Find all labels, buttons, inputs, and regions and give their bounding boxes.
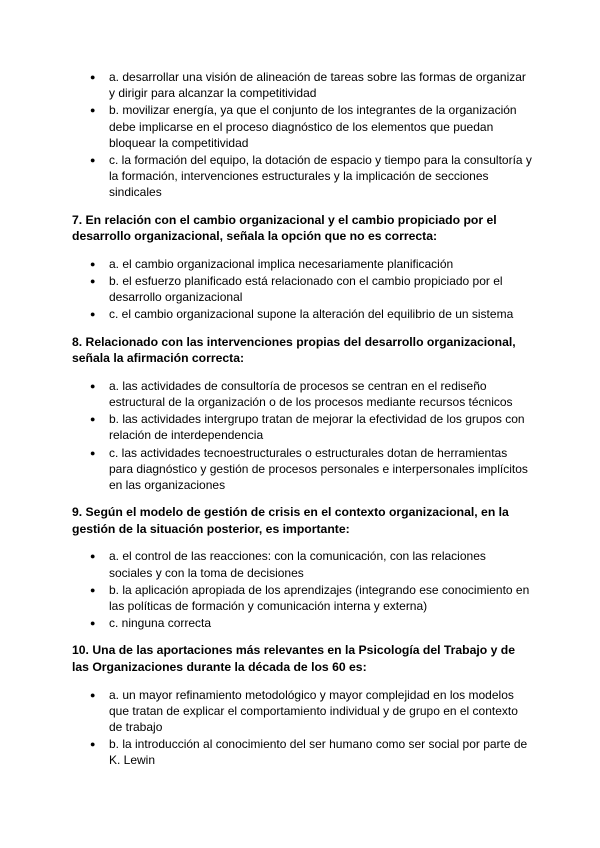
list-item: ● a. desarrollar una visión de alineación de tareas sobre las formas de organizar y dirigir para alcanzar la competitividad	[90, 70, 526, 101]
bullet-icon: ●	[90, 414, 96, 425]
question-text: 10. Una de las aportaciones más relevantes en la Psicología del Trabajo y de las Organizaciones durante la década de los 60 es:	[72, 643, 515, 675]
list-item: ● b. las actividades intergrupo tratan de mejorar la efectividad de los grupos con relación de interdependencia	[90, 412, 525, 443]
list-item: ● a. un mayor refinamiento metodológico y mayor complejidad en los modelos que tratan de explicar el comportamiento individual y de grupo en el contexto de trabajo	[90, 687, 518, 735]
list-item: ● a. el cambio organizacional implica necesariamente planificación	[90, 256, 454, 271]
list-item: ● c. el cambio organizacional supone la alteración del equilibrio de un sistema	[90, 307, 514, 322]
question-text: 7. En relación con el cambio organizacional y el cambio propiciado por el desarrollo organizacional, señala la opción que no es correcta:	[72, 212, 497, 244]
bullet-icon: ●	[90, 105, 96, 116]
list-item: ● b. la aplicación apropiada de los aprendizajes (integrando ese conocimiento en las políticas de formación y comunicación interna y externa)	[90, 582, 530, 614]
bullet-icon: ●	[90, 309, 96, 320]
bullet-icon: ●	[90, 447, 96, 458]
list-item: ● b. el esfuerzo planificado está relacionado con el cambio propiciado por el desarrollo organizacional	[90, 274, 503, 305]
question-10	[72, 642, 532, 768]
bullet-icon: ●	[90, 72, 96, 82]
question-7	[72, 212, 532, 323]
bullet-icon: ●	[90, 155, 96, 166]
list-item: ● c. las actividades tecnoestructurales o estructurales dotan de herramientas para diagnóstico y gestión de procesos personales e interpersonales implícitos en las organizaciones	[90, 445, 528, 493]
question-8	[72, 334, 532, 494]
bullet-icon: ●	[90, 276, 96, 287]
list-item: ● b. movilizar energía, ya que el conjunto de los integrantes de la organización debe implicarse en el proceso diagnóstico de los elementos que puedan bloquear la competitividad	[90, 103, 517, 150]
question-options	[72, 256, 532, 323]
list-item: ● a. las actividades de consultoría de procesos se centran en el rediseño estructural de la organización o de los procesos mediante recursos técnicos	[90, 378, 513, 410]
question-text: 9. Según el modelo de gestión de crisis en el contexto organizacional, en la gestión de la situación posterior, es importante:	[72, 505, 509, 536]
list-item: ● b. la introducción al conocimiento del ser humano como ser social por parte de K. Lewin	[90, 737, 528, 768]
bullet-icon: ●	[90, 618, 96, 629]
bullet-icon: ●	[90, 584, 96, 595]
question-options	[72, 378, 532, 493]
question-options	[72, 687, 532, 769]
bullet-icon: ●	[90, 258, 96, 269]
question-9	[72, 504, 532, 631]
bullet-icon: ●	[90, 380, 96, 391]
bullet-icon: ●	[90, 689, 96, 700]
question-options	[72, 548, 532, 631]
previous-question-options	[72, 69, 532, 201]
list-item: ● c. ninguna correcta	[90, 616, 212, 631]
document-content	[72, 69, 532, 770]
bullet-icon: ●	[90, 551, 96, 562]
bullet-icon: ●	[90, 739, 96, 750]
list-item: ● a. el control de las reacciones: con la comunicación, con las relaciones sociales y con la toma de decisiones	[90, 549, 486, 580]
question-text: 8. Relacionado con las intervenciones propias del desarrollo organizacional, señala la afirmación correcta:	[72, 334, 516, 366]
list-item: ● c. la formación del equipo, la dotación de espacio y tiempo para la consultoría y la formación, intervenciones estructurales y la implicación de secciones sindicales	[90, 153, 532, 200]
